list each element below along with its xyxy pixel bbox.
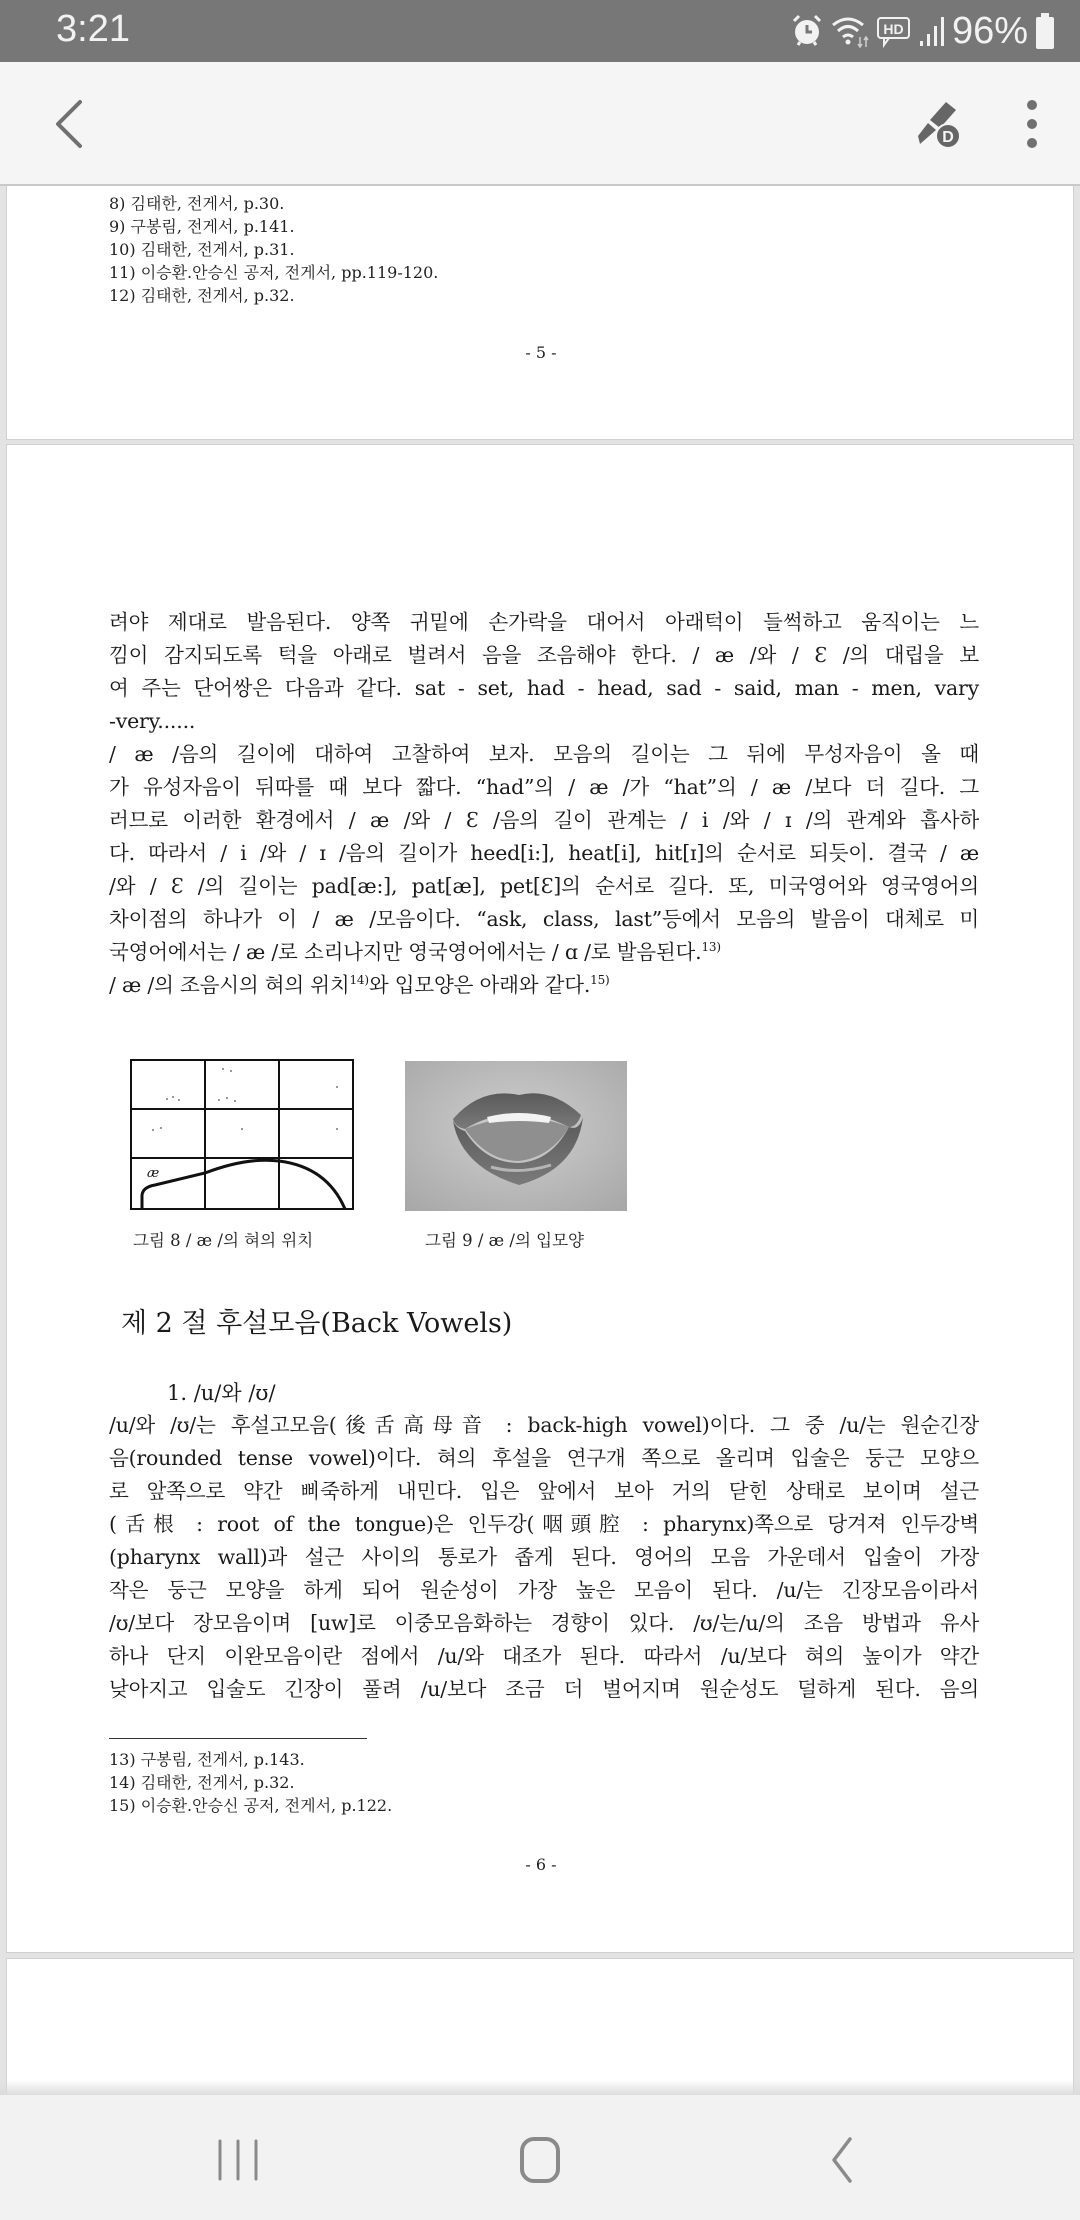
status-bar [0, 0, 1080, 62]
footnote-ref[interactable]: 14) [349, 973, 369, 988]
body-text-line: /ʊ/보다 장모음이며 [uw]로 이중모음화하는 경향이 있다. /ʊ/는/u/의 조음 방법과 유사 [109, 1611, 979, 1635]
figure-8-tongue-position-diagram [127, 1057, 357, 1212]
figure-9-mouth-shape-photo [401, 1057, 629, 1213]
page-5 [6, 186, 1074, 440]
back-button[interactable] [52, 98, 86, 150]
body-text: 와 입모양은 아래와 같다. [368, 973, 591, 997]
body-text-line: 낮아지고 입술도 긴장이 풀려 /u/보다 조금 더 벌어지며 원순성도 덜하게 된다. 음의 [109, 1677, 979, 1701]
system-back-button[interactable] [812, 2135, 872, 2185]
body-text-line: 여 주는 단어쌍은 다음과 같다. sat - set, had - head, sad - said, man - men, vary [109, 676, 979, 700]
battery-percent: 96% [951, 9, 1028, 52]
document-viewer[interactable] [0, 186, 1080, 2095]
body-text-line: (pharynx wall)과 설근 사이의 통로가 좁게 된다. 영어의 모음 가운데서 입술이 가장 [109, 1545, 979, 1569]
hd-voice-icon [876, 13, 912, 49]
footnote-ref[interactable]: 13) [701, 940, 721, 955]
chevron-left-icon [58, 102, 80, 146]
footnote: 12) 김태한, 전게서, p.32. [109, 286, 295, 305]
battery-icon [1034, 12, 1056, 50]
page-6 [6, 444, 1074, 1953]
footnote: 9) 구봉림, 전게서, p.141. [109, 217, 295, 236]
footnote: 14) 김태한, 전게서, p.32. [109, 1773, 295, 1792]
back-icon [834, 2139, 850, 2181]
body-text-line: /와 / Ɛ /의 길이는 pad[æ:], pat[æ], pet[Ɛ]의 순서로 길다. 또, 미국영어와 영국영어의 [109, 874, 979, 898]
section-heading: 제 2 절 후설모음(Back Vowels) [121, 1308, 513, 1339]
footnote-ref[interactable]: 15) [590, 973, 610, 988]
wifi-icon [830, 13, 870, 49]
body-text-line [109, 971, 979, 999]
figure-9-caption: 그림 9 / æ /의 입모양 [425, 1231, 584, 1250]
more-vertical-icon [1027, 100, 1037, 148]
home-button[interactable] [510, 2135, 570, 2185]
body-text-line: / æ /음의 길이에 대하여 고찰하여 보자. 모음의 길이는 그 뒤에 무성자음이 올 때 [109, 742, 980, 766]
nav-shadow [0, 2080, 1080, 2095]
status-icons [790, 10, 1056, 52]
signal-icon [918, 13, 946, 49]
recent-apps-icon [220, 2141, 256, 2179]
more-options-button[interactable] [1018, 98, 1046, 150]
body-text-line: 려야 제대로 발음된다. 양쪽 귀밑에 손가락을 대어서 아래턱이 들썩하고 움직이는 느 [109, 610, 979, 634]
footnote: 11) 이승환.안승신 공저, 전게서, pp.119-120. [109, 263, 439, 282]
figure-8-caption: 그림 8 / æ /의 혀의 위치 [133, 1231, 314, 1250]
subsection-heading: 1. /u/와 /ʊ/ [167, 1381, 276, 1405]
body-text-line: -very...... [109, 709, 196, 733]
body-text-line: 음(rounded tense vowel)이다. 혀의 후설을 연구개 쪽으로 올리며 입술은 둥근 모양으 [109, 1446, 979, 1470]
recent-apps-button[interactable] [208, 2135, 268, 2185]
figures-row [7, 1057, 1075, 1287]
body-text-line: 가 유성자음이 뒤따를 때 보다 짧다. “had”의 / æ /가 “hat”의 / æ /보다 더 길다. 그 [109, 775, 979, 799]
page-7 [6, 1958, 1074, 2095]
svg-text:D: D [942, 129, 954, 146]
clock: 3:21 [56, 8, 130, 50]
body-text: 국영어에서는 / æ /로 소리나지만 영국영어에서는 / ɑ /로 발음된다. [109, 940, 702, 964]
page-number: - 6 - [525, 1855, 557, 1874]
page-number: - 5 - [525, 343, 557, 362]
footnote: 13) 구봉림, 전게서, p.143. [109, 1750, 305, 1769]
draw-button[interactable] [916, 98, 964, 150]
footnote: 10) 김태한, 전게서, p.31. [109, 240, 295, 259]
body-text: / æ /의 조음시의 혀의 위치 [109, 973, 350, 997]
body-text-line: 다. 따라서 / i /와 / ɪ /음의 길이가 heed[i:], heat[i], hit[ɪ]의 순서로 되듯이. 결국 / æ [109, 841, 979, 865]
svg-text:HD: HD [883, 21, 904, 37]
navigation-bar [0, 2095, 1080, 2220]
body-text-line: 로 앞쪽으로 약간 삐죽하게 내민다. 입은 앞에서 보아 거의 닫힌 상태로 보이며 설근 [109, 1479, 979, 1503]
alarm-icon [790, 13, 824, 49]
footnote-divider [109, 1738, 367, 1739]
body-text-line: 낌이 감지되도록 턱을 아래로 벌려서 음을 조음해야 한다. / æ /와 / Ɛ /의 대립을 보 [109, 643, 979, 667]
vowel-symbol: æ [147, 1166, 160, 1181]
body-text-line: (舌根 : root of the tongue)은 인두강(咽頭腔 : pharynx)쪽으로 당겨져 인두강벽 [109, 1512, 979, 1536]
body-text-line: 하나 단지 이완모음이란 점에서 /u/와 대조가 된다. 따라서 /u/보다 혀의 높이가 약간 [109, 1644, 979, 1668]
body-text-line: 차이점의 하나가 이 / æ /모음이다. “ask, class, last”등에서 모음의 발음이 대체로 미 [109, 907, 979, 931]
draw-d-icon [918, 102, 960, 148]
app-bar [0, 62, 1080, 188]
home-icon [522, 2139, 558, 2181]
body-text-line [109, 938, 979, 966]
body-text-line: 러므로 이러한 환경에서 / æ /와 / Ɛ /음의 길이 관계는 / i /와 / ɪ /의 관계와 흡사하 [109, 808, 979, 832]
body-text-line: /u/와 /ʊ/는 후설고모음(後舌高母音 : back-high vowel)이다. 그 중 /u/는 원순긴장 [109, 1413, 979, 1437]
body-text-line: 작은 둥근 모양을 하게 되어 원순성이 가장 높은 모음이 된다. /u/는 긴장모음이라서 [109, 1578, 979, 1602]
footnote: 15) 이승환.안승신 공저, 전게서, p.122. [109, 1796, 393, 1815]
footnote: 8) 김태한, 전게서, p.30. [109, 194, 285, 213]
